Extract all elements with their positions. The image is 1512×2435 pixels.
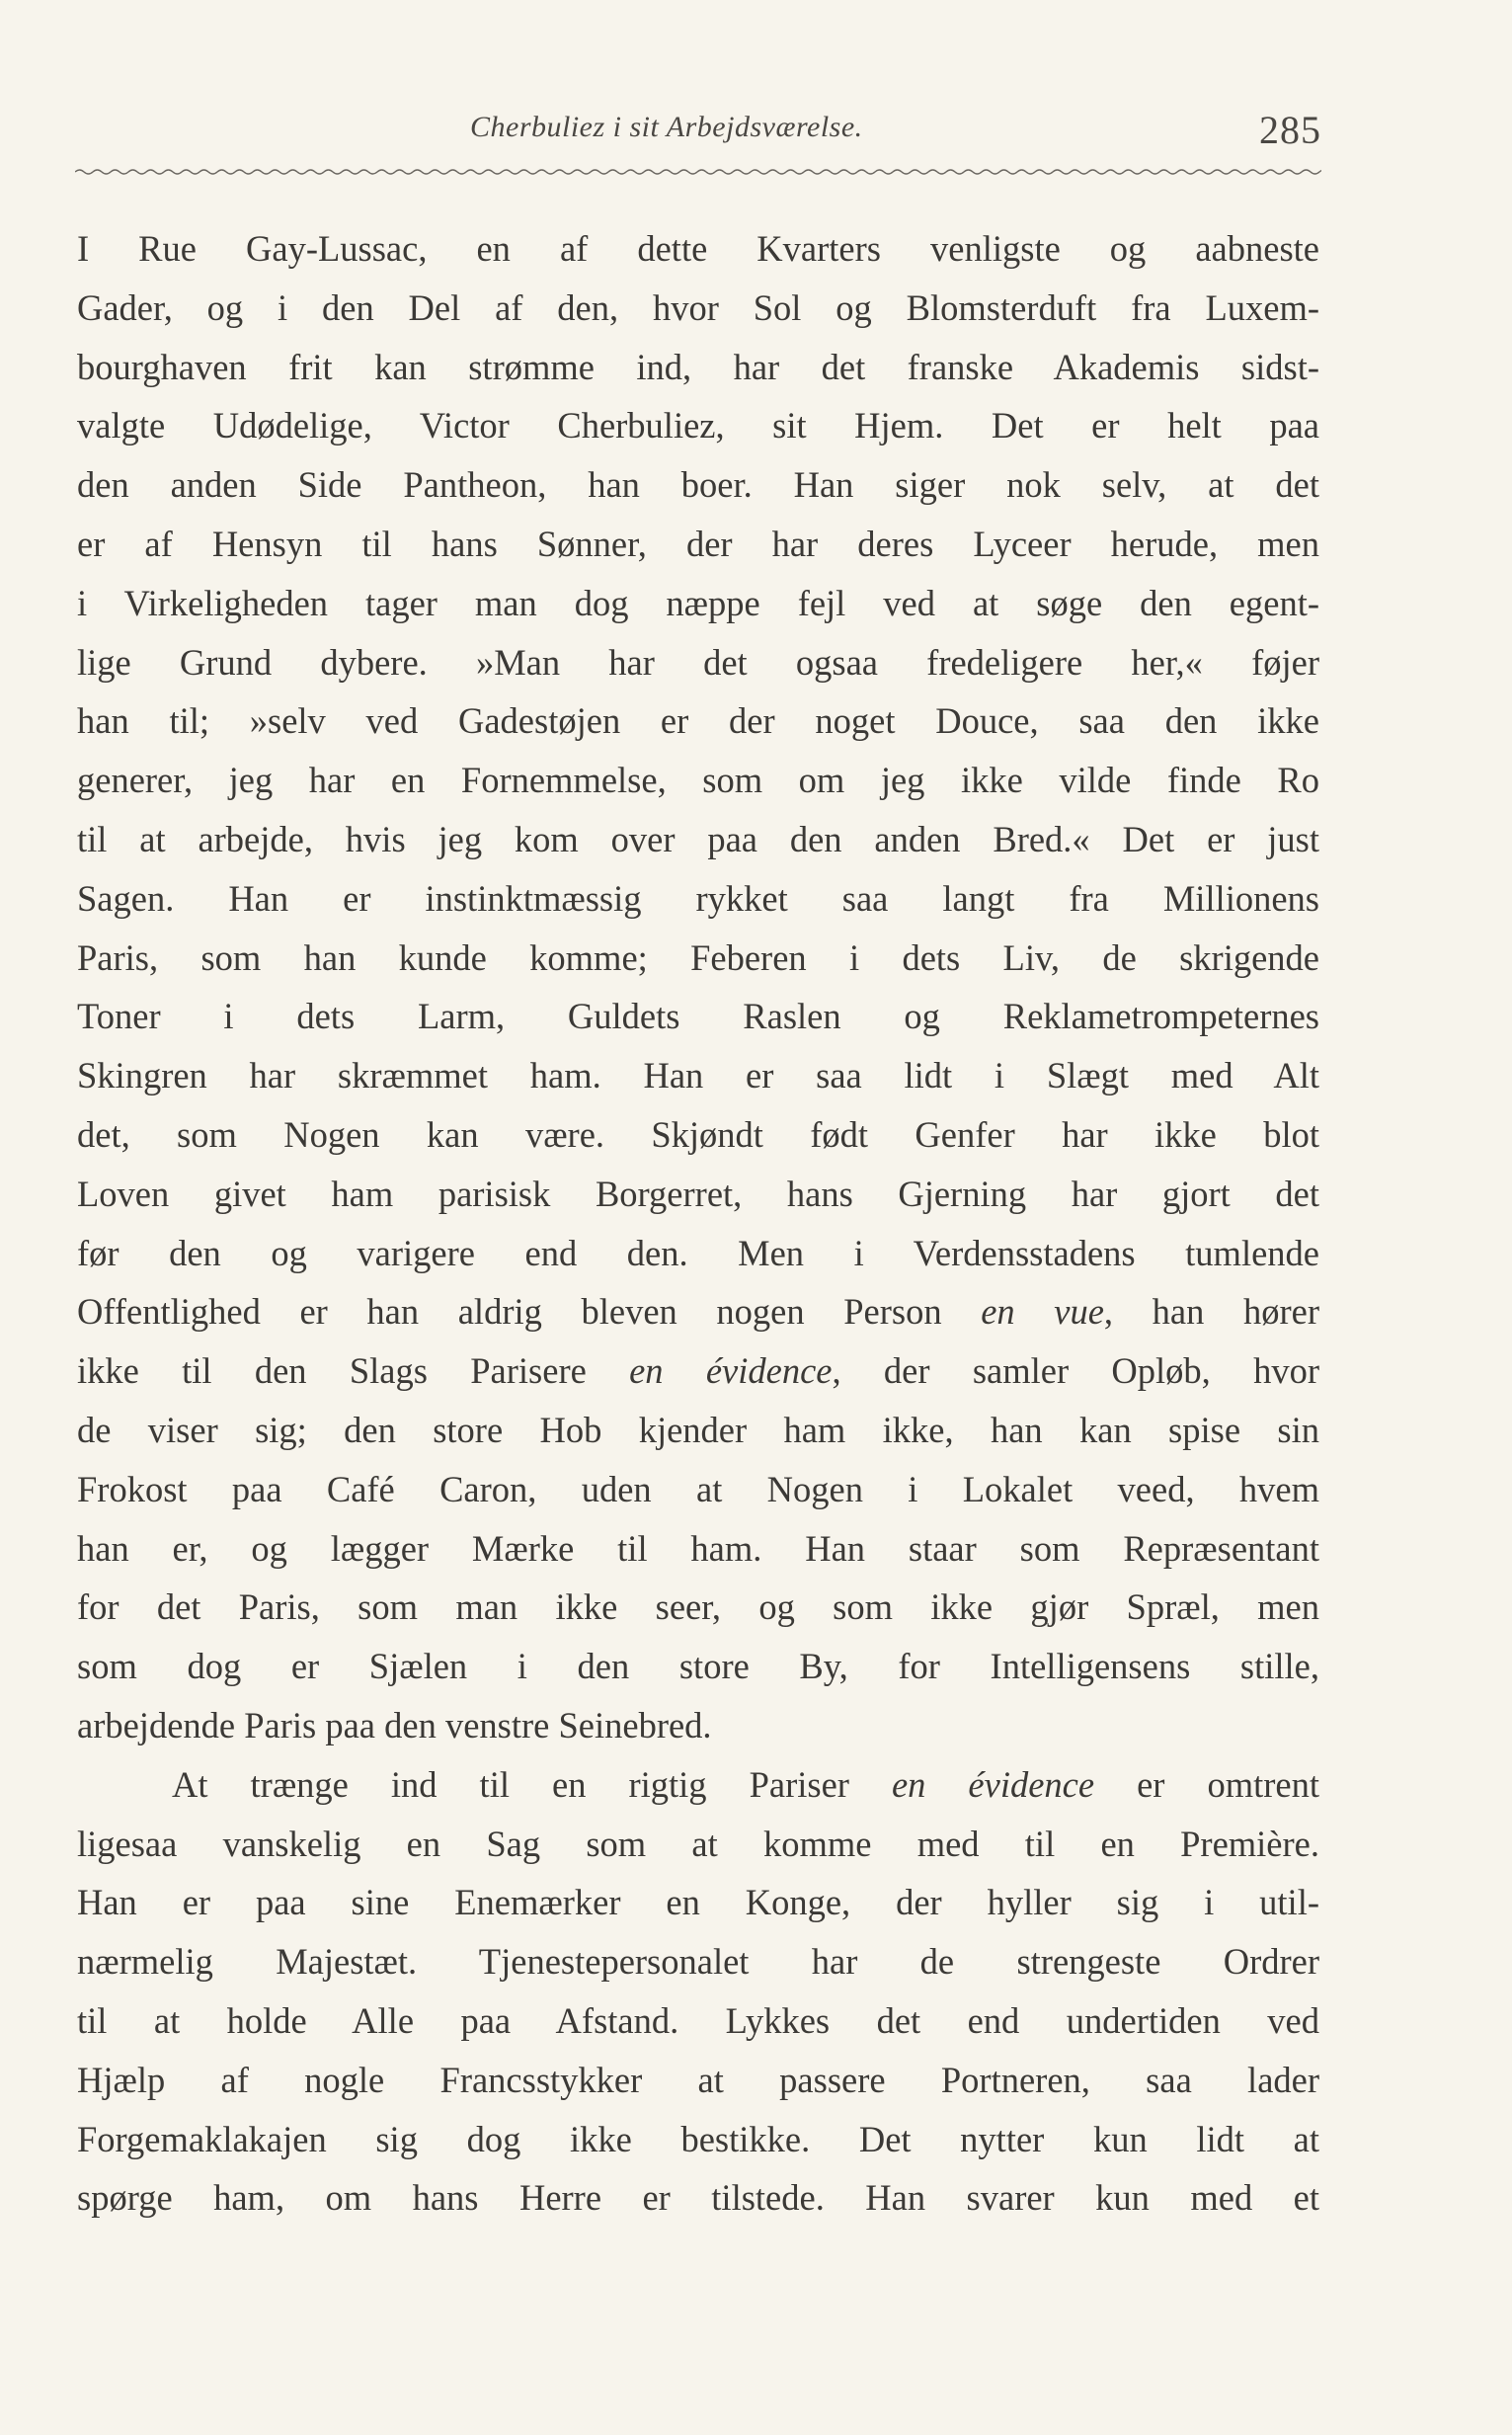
text-line: generer, jeg har en Fornemmelse, som om jeg ikke vilde finde Ro — [77, 760, 1319, 801]
text-line: nærmelig Majestæt. Tjenestepersonalet har de strengeste Ordrer — [77, 1941, 1319, 1983]
text-line: som dog er Sjælen i den store By, for Intelligensens stille, — [77, 1646, 1319, 1687]
text-line: spørge ham, om hans Herre er tilstede. Han svarer kun med et — [77, 2177, 1319, 2219]
text-line: ikke til den Slags Parisere en évidence, der samler Opløb, hvor — [77, 1350, 1319, 1392]
text-line: Han er paa sine Enemærker en Konge, der hyller sig i util- — [77, 1882, 1319, 1923]
text-line: At trænge ind til en rigtig Pariser en évidence er omtrent — [172, 1763, 1319, 1805]
text-line: Forgemaklakajen sig dog ikke bestikke. Det nytter kun lidt at — [77, 2118, 1319, 2159]
text-line: Frokost paa Café Caron, uden at Nogen i Lokalet veed, hvem — [77, 1468, 1319, 1509]
text-line: er af Hensyn til hans Sønner, der har deres Lyceer herude, men — [77, 523, 1319, 564]
text-line: den anden Side Pantheon, han boer. Han siger nok selv, at det — [77, 464, 1319, 506]
wavy-rule-ornament — [75, 164, 1321, 180]
running-head — [75, 107, 1321, 166]
text-line: for det Paris, som man ikke seer, og som ikke gjør Spræl, men — [77, 1586, 1319, 1628]
text-line: Toner i dets Larm, Guldets Raslen og Reklametrompeternes — [77, 996, 1319, 1037]
text-line: Hjælp af nogle Francsstykker at passere Portneren, saa lader — [77, 2059, 1319, 2100]
body-text — [77, 219, 1319, 2228]
running-head-title: Cherbuliez i sit Arbejdsværelse. — [470, 111, 863, 143]
text-line: til at holde Alle paa Afstand. Lykkes det end undertiden ved — [77, 1999, 1319, 2041]
text-line: Loven givet ham parisisk Borgerret, hans Gjerning har gjort det — [77, 1173, 1319, 1214]
text-line: Skingren har skræmmet ham. Han er saa lidt i Slægt med Alt — [77, 1055, 1319, 1096]
text-line: lige Grund dybere. »Man har det ogsaa fredeligere her,« føjer — [77, 641, 1319, 683]
text-line: Offentlighed er han aldrig bleven nogen Person en vue, han hører — [77, 1291, 1319, 1333]
text-line: de viser sig; den store Hob kjender ham ikke, han kan spise sin — [77, 1409, 1319, 1450]
text-line: Gader, og i den Del af den, hvor Sol og Blomsterduft fra Luxem- — [77, 286, 1319, 328]
text-line: til at arbejde, hvis jeg kom over paa den anden Bred.« Det er just — [77, 818, 1319, 859]
text-line: ligesaa vanskelig en Sag som at komme med til en Première. — [77, 1823, 1319, 1864]
page-number: 285 — [1259, 108, 1321, 152]
text-line: Sagen. Han er instinktmæssig rykket saa langt fra Millionens — [77, 877, 1319, 919]
text-line: Paris, som han kunde komme; Feberen i dets Liv, de skrigende — [77, 936, 1319, 978]
text-line: i Virkeligheden tager man dog næppe fejl ved at søge den egent- — [77, 582, 1319, 623]
text-line: han er, og lægger Mærke til ham. Han staar som Repræsentant — [77, 1527, 1319, 1569]
text-line: valgte Udødelige, Victor Cherbuliez, sit Hjem. Det er helt paa — [77, 405, 1319, 446]
text-line: det, som Nogen kan være. Skjøndt født Genfer har ikke blot — [77, 1113, 1319, 1155]
text-line: han til; »selv ved Gadestøjen er der noget Douce, saa den ikke — [77, 700, 1319, 742]
text-line: før den og varigere end den. Men i Verdensstadens tumlende — [77, 1232, 1319, 1273]
text-line: I Rue Gay-Lussac, en af dette Kvarters venligste og aabneste — [77, 228, 1319, 269]
text-line: arbejdende Paris paa den venstre Seinebred. — [77, 1704, 712, 1745]
text-line: bourghaven frit kan strømme ind, har det franske Akademis sidst- — [77, 346, 1319, 387]
